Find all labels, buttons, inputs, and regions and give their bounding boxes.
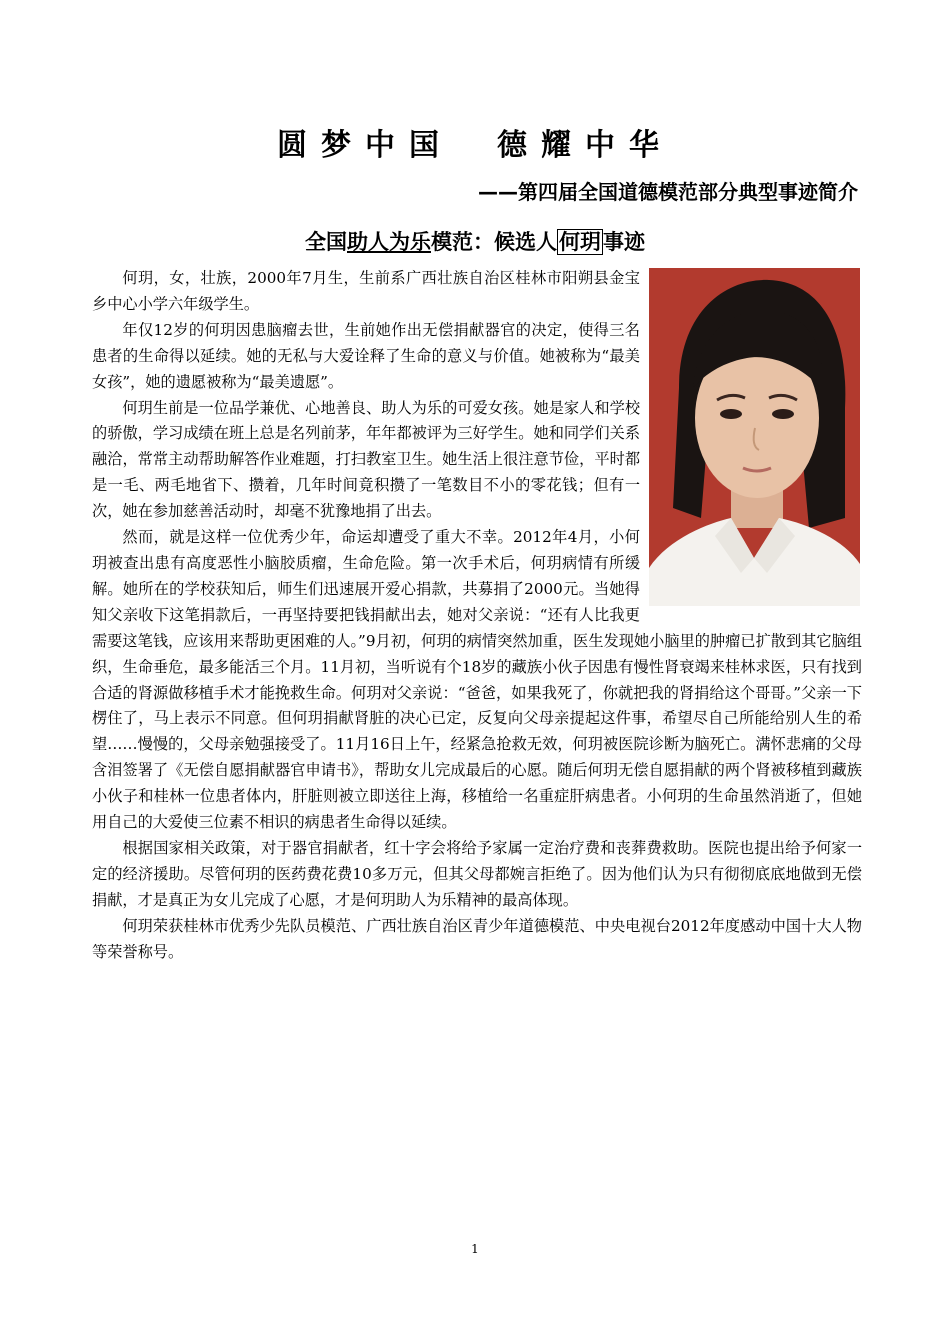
- paragraph-2: 年仅12岁的何玥因患脑瘤去世，生前她作出无偿捐献器官的决定，使得三名患者的生命得以延续。她的无私与大爱诠释了生命的意义与价值。她被称为“最美女孩”，她的遗愿被称为“最美遗愿”。: [92, 320, 640, 391]
- page-subtitle: ——第四届全国道德模范部分典型事迹简介: [478, 180, 858, 204]
- portrait-illustration: [649, 268, 860, 606]
- page-number: 1: [471, 1242, 479, 1256]
- heading-middle: 模范：候选人: [431, 230, 557, 254]
- paragraph-3: 何玥生前是一位品学兼优、心地善良、助人为乐的可爱女孩。她是家人和学校的骄傲，学习成绩在班上总是名列前茅，年年都被评为三好学生。她和同学们关系融洽，常常主动帮助解答作业难题，打扫教室卫生。她生活上很注意节俭，平时都是一毛、两毛地省下、攒着，几年时间竟积攒了一笔数目不小的零花钱；但有一次，她在参加慈善活动时，却毫不犹豫地捐了出去。: [92, 398, 640, 521]
- heading-underlined: 助人为乐: [347, 230, 431, 254]
- heading-prefix: 全国: [305, 230, 347, 254]
- paragraph-5: 根据国家相关政策，对于器官捐献者，红十字会将给予家属一定治疗费和丧葬费救助。医院也提出给予何家一定的经济援助。尽管何玥的医药费花费10多万元，但其父母都婉言拒绝了。因为他们认为只有彻彻底底地做到无偿捐献，才是真正为女儿完成了心愿，才是何玥助人为乐精神的最高体现。: [92, 838, 862, 909]
- eye-right: [772, 409, 794, 419]
- paragraph-6: 何玥荣获桂林市优秀少先队员模范、广西壮族自治区青少年道德模范、中央电视台2012年度感动中国十大人物等荣誉称号。: [92, 916, 862, 961]
- heading-suffix: 事迹: [603, 230, 645, 254]
- eye-left: [720, 409, 742, 419]
- paragraph-4: 然而，就是这样一位优秀少年，命运却遭受了重大不幸。2012年4月，小何玥被查出患有高度恶性小脑胶质瘤，生命危险。第一次手术后，何玥病情有所缓解。她所在的学校获知后，师生们迅速展开爱心捐款，共募捐了2000元。当她得知父亲收下这笔捐款后，一再坚持要把钱捐献出去，她对父亲说：“还有人比我更需要这笔钱，应该用来帮助更困难的人。”9月初，何玥的病情突然加重，医生发现她小脑里的肿瘤已扩散到其它脑组织，生命垂危，最多能活三个月。11月初，当听说有个18岁的藏族小伙子因患有慢性肾衰竭来桂林求医，只有找到合适的肾源做移植手术才能挽救生命。何玥对父亲说：“爸爸，如果我死了，你就把我的肾捐给这个哥哥。”父亲一下楞住了，马上表示不同意。但何玥捐献肾脏的决心已定，反复向父母亲提起这件事，希望尽自己所能给别人生的希望……慢慢的，父母亲勉强接受了。11月16日上午，经紧急抢救无效，何玥被医院诊断为脑死亡。满怀悲痛的父母含泪签署了《无偿自愿捐献器官申请书》，帮助女儿完成最后的心愿。随后何玥无偿自愿捐献的两个肾被移植到藏族小伙子和桂林一位患者体内，肝脏则被立即送往上海，移植给一名重症肝病患者。小何玥的生命虽然消逝了，但她用自己的大爱使三位素不相识的病患者生命得以延续。: [92, 528, 862, 832]
- paragraph-1: 何玥，女，壮族，2000年7月生，生前系广西壮族自治区桂林市阳朔县金宝乡中心小学六年级学生。: [92, 269, 640, 313]
- page-title: 圆梦中国 德耀中华: [277, 128, 673, 163]
- heading-name: 何玥: [559, 230, 601, 254]
- portrait-photo: [649, 268, 860, 606]
- section-heading: [0, 226, 950, 256]
